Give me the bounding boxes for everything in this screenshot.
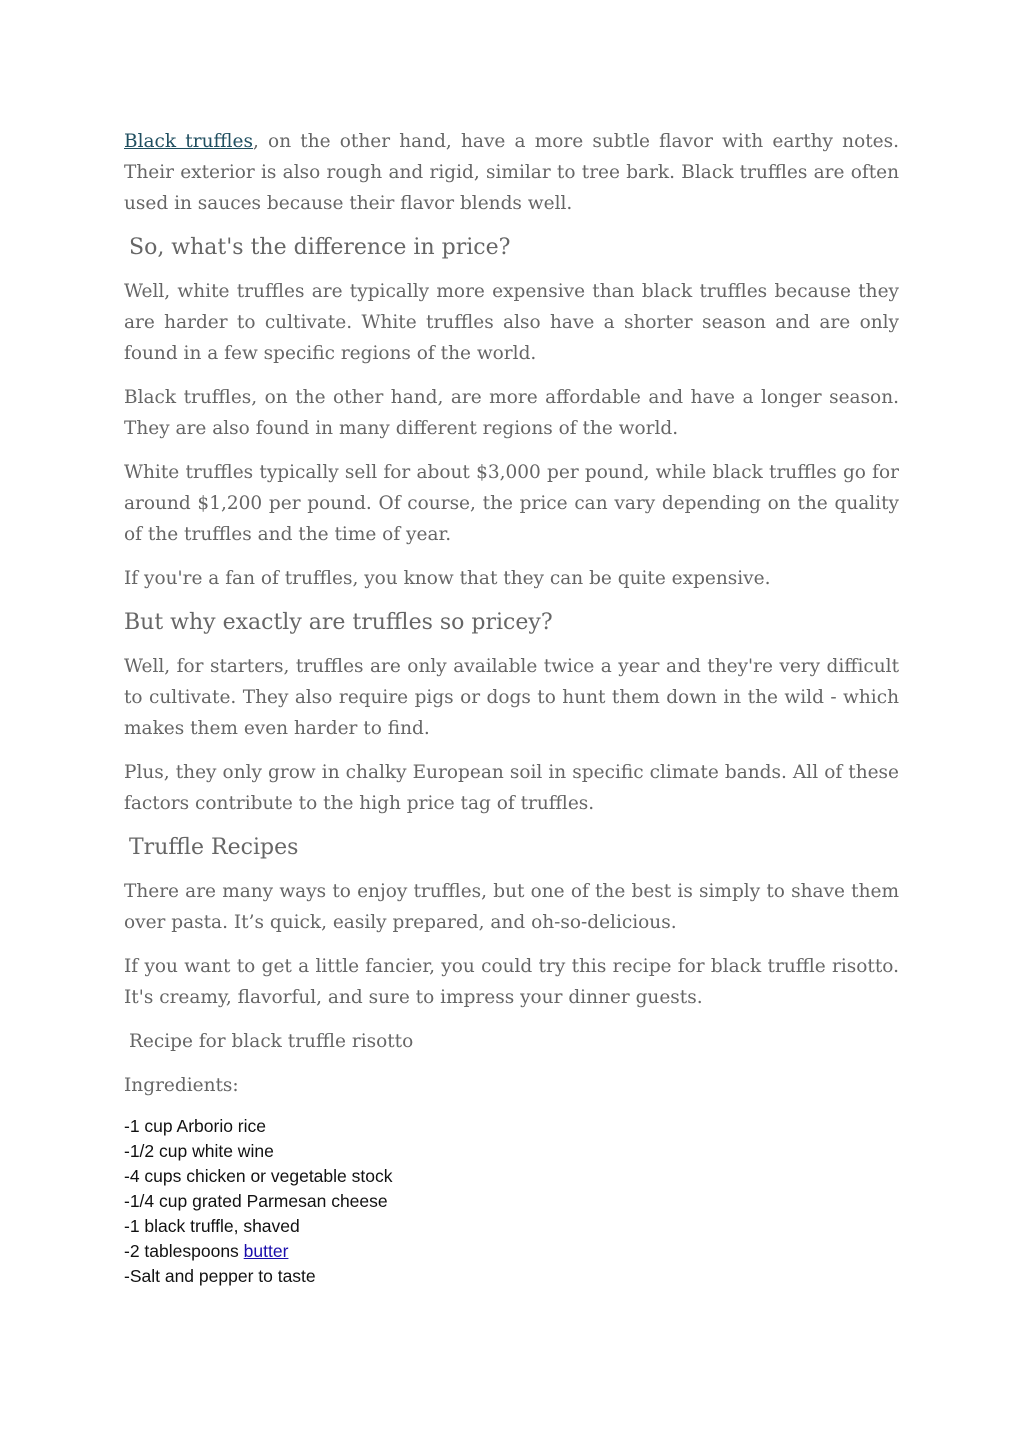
document-page bbox=[124, 126, 899, 1289]
recipes-paragraph-1: There are many ways to enjoy truffles, but one of the best is simply to shave them over pasta. It’s quick, easily prepared, and oh-so-delicious. bbox=[124, 881, 899, 933]
price-heading: So, what's the difference in price? bbox=[129, 235, 511, 260]
intro-text: , on the other hand, have a more subtle flavor with earthy notes. Their exterior is also rough and rigid, similar to tree bark. Black truffles are often used in sauces because their flavor blends well. bbox=[124, 131, 899, 214]
intro-paragraph bbox=[124, 126, 899, 219]
butter-prefix: -2 tablespoons bbox=[124, 1241, 244, 1261]
butter-link[interactable]: butter bbox=[243, 1241, 289, 1261]
pricey-paragraph-1: Well, for starters, truffles are only available twice a year and they're very difficult to cultivate. They also require pigs or dogs to hunt them down in the wild - which makes them even harder to find. bbox=[124, 656, 899, 739]
pricey-heading: But why exactly are truffles so pricey? bbox=[124, 610, 553, 635]
ingredients-label: Ingredients: bbox=[124, 1075, 239, 1096]
ingredient-item: -4 cups chicken or vegetable stock bbox=[124, 1166, 393, 1186]
recipe-title: Recipe for black truffle risotto bbox=[129, 1031, 414, 1052]
ingredient-item: -1 black truffle, shaved bbox=[124, 1216, 300, 1236]
price-paragraph-2: Black truffles, on the other hand, are more affordable and have a longer season. They are also found in many different regions of the world. bbox=[124, 387, 899, 439]
recipes-paragraph-2: If you want to get a little fancier, you could try this recipe for black truffle risotto. It's creamy, flavorful, and sure to impress your dinner guests. bbox=[124, 956, 899, 1008]
price-paragraph-3: White truffles typically sell for about $3,000 per pound, while black truffles go for around $1,200 per pound. Of course, the price can vary depending on the quality of the truffles and the time of year. bbox=[124, 462, 899, 545]
price-paragraph-1: Well, white truffles are typically more expensive than black truffles because they are harder to cultivate. White truffles also have a shorter season and are only found in a few specific regions of the world. bbox=[124, 281, 899, 364]
black-truffles-link[interactable]: Black truffles bbox=[124, 131, 253, 152]
ingredient-item: -1/2 cup white wine bbox=[124, 1141, 274, 1161]
ingredient-item: -Salt and pepper to taste bbox=[124, 1266, 316, 1286]
ingredient-item: -1/4 cup grated Parmesan cheese bbox=[124, 1191, 388, 1211]
price-paragraph-4: If you're a fan of truffles, you know that they can be quite expensive. bbox=[124, 568, 771, 589]
ingredient-item-butter bbox=[124, 1239, 899, 1264]
ingredients-list bbox=[124, 1114, 899, 1289]
ingredient-item: -1 cup Arborio rice bbox=[124, 1116, 267, 1136]
recipes-heading: Truffle Recipes bbox=[129, 835, 299, 860]
pricey-paragraph-2: Plus, they only grow in chalky European soil in specific climate bands. All of these factors contribute to the high price tag of truffles. bbox=[124, 762, 899, 814]
